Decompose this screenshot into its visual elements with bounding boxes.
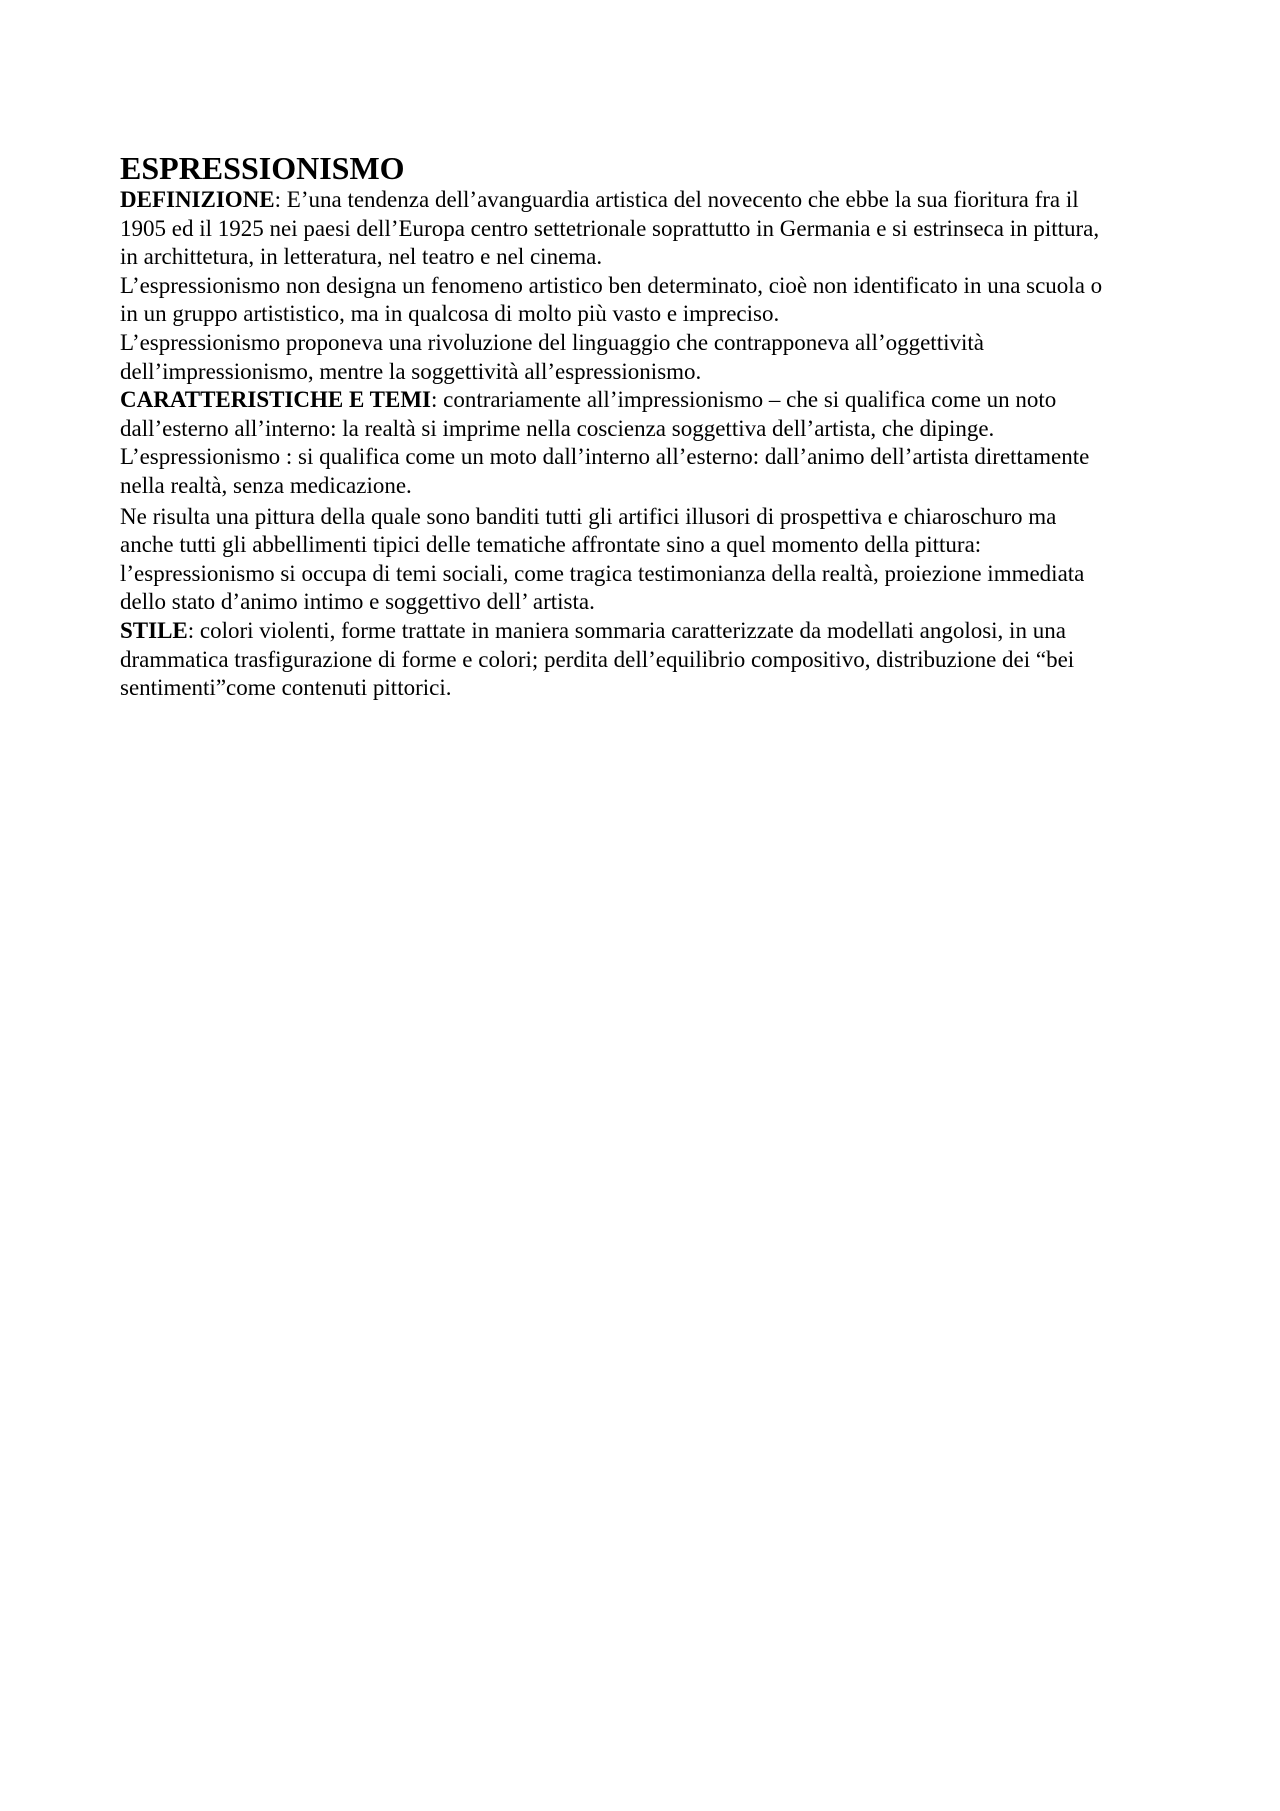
document-title: ESPRESSIONISMO <box>120 150 405 186</box>
paragraph-pittura <box>120 503 1110 617</box>
section-text-definizione: : E’una tendenza dell’avanguardia artistica del novecento che ebbe la sua fioritura fra il 1905 ed il 1925 nei paesi dell’Europa centro settetrionale soprattutto in Germania e si estrinseca in pittura, in archittetura, in letteratura, nel teatro e nel cinema. <box>120 187 1100 270</box>
document-body <box>120 150 1110 703</box>
paragraph-caratteristiche <box>120 386 1110 443</box>
section-text-caratteristiche: : contrariamente all’impressionismo – che si qualifica come un noto dall’esterno all’interno: la realtà si imprime nella coscienza soggettiva dell’artista, che dipinge. <box>120 387 1057 441</box>
paragraph-definizione <box>120 186 1110 272</box>
paragraph-text: Ne risulta una pittura della quale sono banditi tutti gli artifici illusori di prospettiva e chiaroschuro ma anche tutti gli abbellimenti tipici delle tematiche affrontate sino a quel momento della pittura: l’espressionismo si occupa di temi sociali, come tragica testimonianza della realtà, proiezione immediata dello stato d’animo intimo e soggettivo dell’ artista. <box>120 503 1085 615</box>
paragraph-text: L’espressionismo : si qualifica come un moto dall’interno all’esterno: dall’animo dell’artista direttamente nella realtà, senza medicazione. <box>120 444 1090 498</box>
paragraph-text: L’espressionismo proponeva una rivoluzione del linguaggio che contrapponeva all’oggettività dell’impressionismo, mentre la soggettività all’espressionismo. <box>120 329 984 384</box>
section-label-stile: STILE <box>120 617 188 643</box>
section-label-definizione: DEFINIZIONE <box>120 187 275 212</box>
paragraph-espressionismo-designa <box>120 272 1110 329</box>
paragraph-stile <box>120 617 1110 703</box>
paragraph-text: L’espressionismo non designa un fenomeno artistico ben determinato, cioè non identificato in una scuola o in un gruppo artististico, ma in qualcosa di molto più vasto e impreciso. <box>120 272 1103 327</box>
section-label-caratteristiche: CARATTERISTICHE E TEMI <box>120 387 432 413</box>
paragraph-espressionismo-moto <box>120 443 1110 500</box>
section-text-stile: : colori violenti, forme trattate in maniera sommaria caratterizzate da modellati angolosi, in una drammatica trasfigurazione di forme e colori; perdita dell’equilibrio compositivo, distribuzione dei “bei sentimenti”come contenuti pittorici. <box>120 617 1075 701</box>
paragraph-espressionismo-proponeva <box>120 329 1110 386</box>
